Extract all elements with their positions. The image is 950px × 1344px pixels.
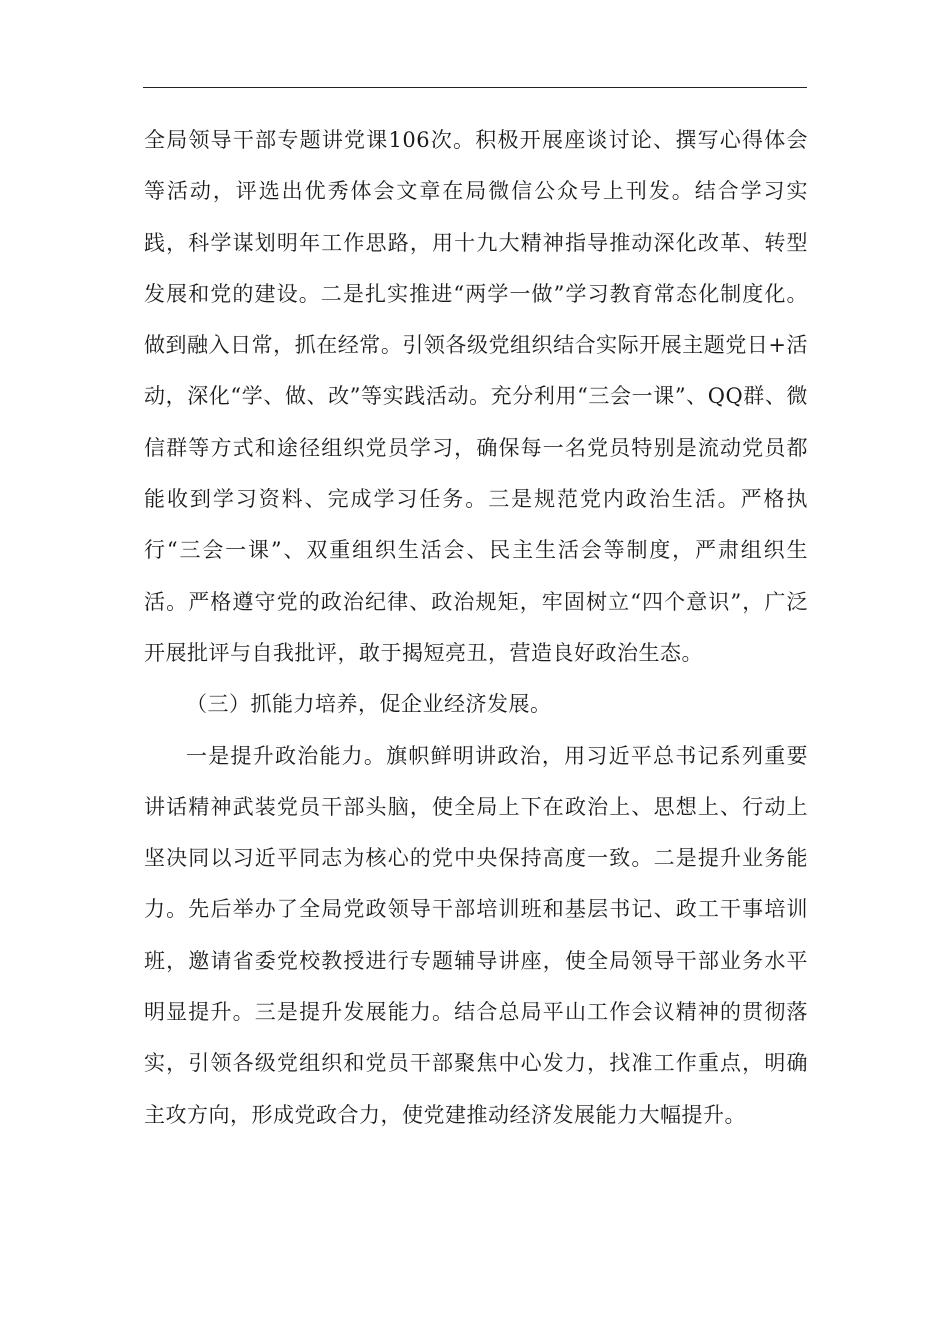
document-body	[144, 115, 808, 1141]
section-heading: （三）抓能力培养，促企业经济发展。	[186, 692, 552, 717]
continued-paragraph: 全局领导干部专题讲党课106次。积极开展座谈讨论、撰写心得体会等活动，评选出优秀体会文章在局微信公众号上刊发。结合学习实践，科学谋划明年工作思路，用十九大精神指导推动深化改革、转型发展和党的建设。二是扎实推进“两学一做”学习教育常态化制度化。做到融入日常，抓在经常。引领各级党组织结合实际开展主题党日+活动，深化“学、做、改”等实践活动。充分利用“三会一课”、QQ群、微信群等方式和途径组织党员学习，确保每一名党员特别是流动党员都能收到学习资料、完成学习任务。三是规范党内政治生活。严格执行“三会一课”、双重组织生活会、民主生活会等制度，严肃组织生活。严格遵守党的政治纪律、政治规矩，牢固树立“四个意识”，广泛开展批评与自我批评，敢于揭短亮丑，营造良好政治生态。	[144, 128, 808, 665]
header-rule	[143, 87, 807, 88]
section-paragraph: 一是提升政治能力。旗帜鲜明讲政治，用习近平总书记系列重要讲话精神武装党员干部头脑，使全局上下在政治上、思想上、行动上坚决同以习近平同志为核心的党中央保持高度一致。二是提升业务能力。先后举办了全局党政领导干部培训班和基层书记、政工干事培训班，邀请省委党校教授进行专题辅导讲座，使全局领导干部业务水平明显提升。三是提升发展能力。结合总局平山工作会议精神的贯彻落实，引领各级党组织和党员干部聚焦中心发力，找准工作重点，明确主攻方向，形成党政合力，使党建推动经济发展能力大幅提升。	[144, 743, 808, 1127]
